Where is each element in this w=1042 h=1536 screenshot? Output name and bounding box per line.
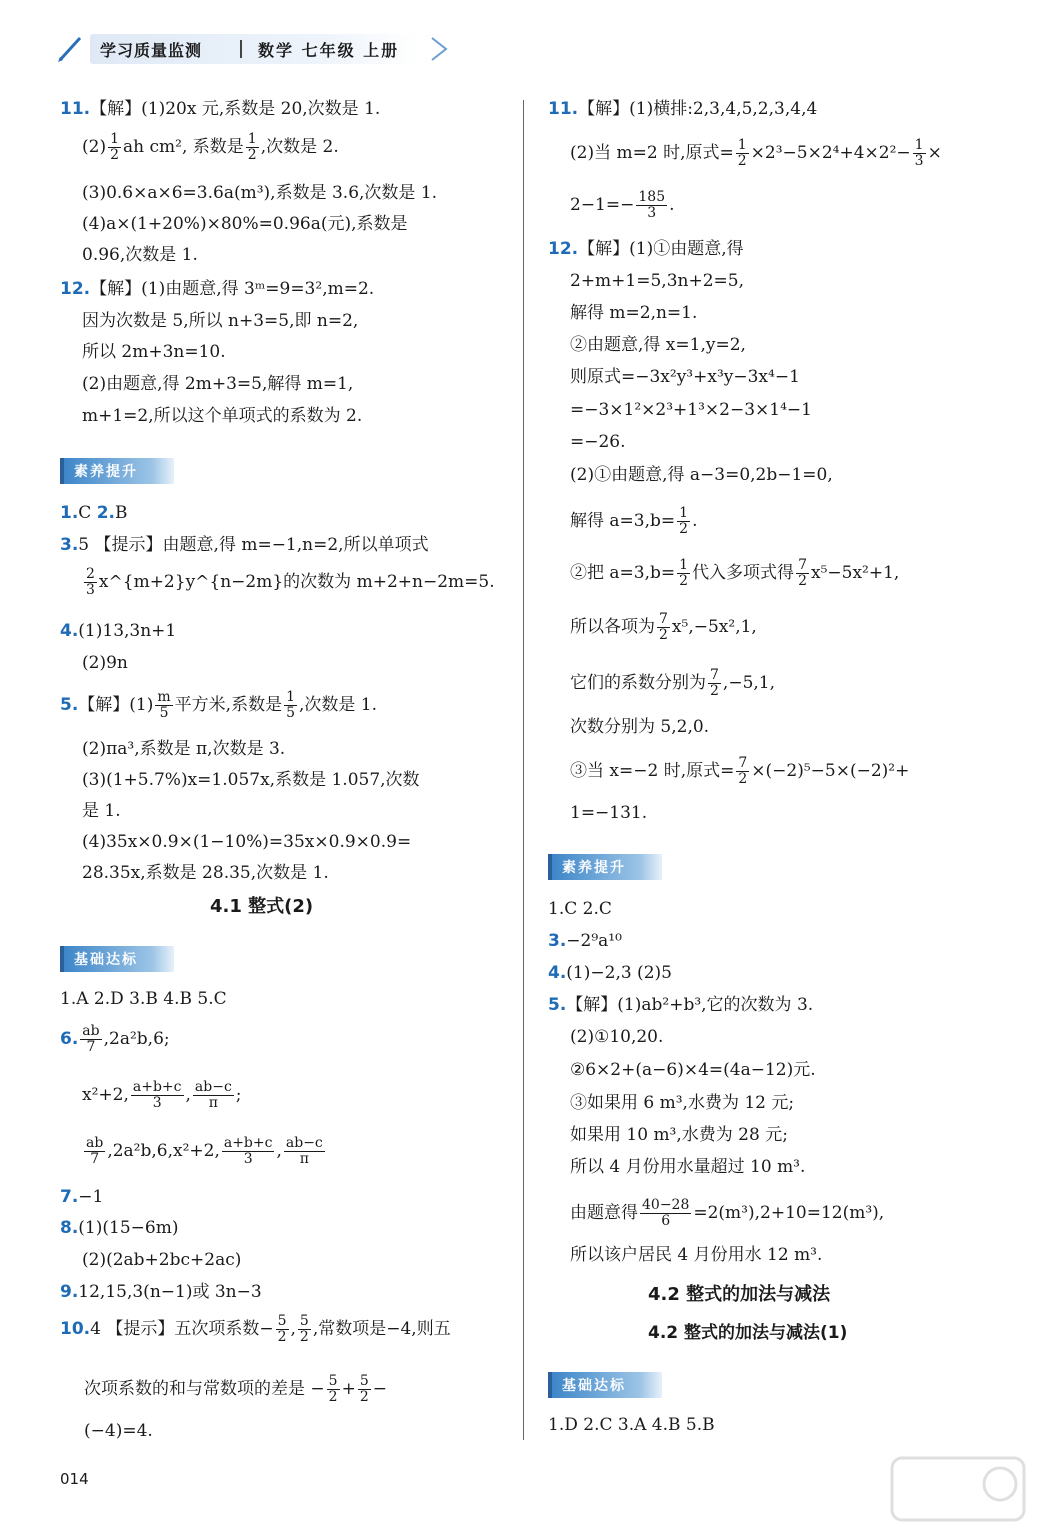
answer-line: (2)(2ab+2bc+2ac) — [82, 1250, 242, 1270]
answer-line: 所以 4 月份用水量超过 10 m³. — [570, 1157, 806, 1177]
answer-line: ②把 a=3,b= $\frac{1}{2}$ 代入多项式得 $\frac{7}{2}$ x⁵−5x²+1, — [570, 557, 900, 589]
answer-line: 6. $\frac{ab}{7}$ ,2a²b,6; — [60, 1023, 170, 1055]
answer-line: 8.(1)(15−6m) — [60, 1218, 179, 1238]
answer-line: ③当 x=−2 时,原式= $\frac{7}{2}$ ×(−2)⁵−5×(−2)²+ — [570, 755, 910, 787]
answer-line: ②由题意,得 x=1,y=2, — [570, 335, 746, 355]
answer-line: 所以各项为 $\frac{7}{2}$ x⁵,−5x²,1, — [570, 611, 757, 643]
section-badge: 基础达标 — [548, 1372, 662, 1398]
answer-line: 1.C 2.B — [60, 503, 128, 523]
answer-line: =−3×1²×2³+1³×2−3×1⁴−1 — [570, 400, 812, 420]
answer-line: 所以该户居民 4 月份用水 12 m³. — [570, 1245, 823, 1265]
section-title: 4.1 整式(2) — [210, 896, 314, 917]
answer-line: $\frac{ab}{7}$ ,2a²b,6,x²+2, $\frac{a+b+c}{3}$ , $\frac{ab-c}{\pi}$ — [86, 1135, 323, 1167]
answer-line: 如果用 10 m³,水费为 28 元; — [570, 1125, 788, 1145]
watermark-logo — [888, 1452, 1028, 1527]
answer-line: ③如果用 6 m³,水费为 12 元; — [570, 1093, 795, 1113]
answer-line: 1.A 2.D 3.B 4.B 5.C — [60, 989, 227, 1009]
answer-line: (3)0.6×a×6=3.6a(m³),系数是 3.6,次数是 1. — [82, 183, 438, 203]
answer-line: =−26. — [570, 432, 626, 452]
answer-line: 1.D 2.C 3.A 4.B 5.B — [548, 1415, 715, 1435]
column-divider — [523, 100, 524, 1440]
answer-line: (2) $\frac{1}{2}$ ah cm², 系数是 $\frac{1}{2}$ ,次数是 2. — [82, 131, 339, 163]
answer-line: 是 1. — [82, 801, 121, 821]
answer-line: 11.【解】(1)20x 元,系数是 20,次数是 1. — [60, 99, 381, 119]
answer-line: 7.−1 — [60, 1187, 104, 1207]
answer-line: ②6×2+(a−6)×4=(4a−12)元. — [570, 1060, 816, 1080]
section-badge: 素养提升 — [60, 458, 174, 484]
answer-line: (2)①10,20. — [570, 1027, 664, 1047]
answer-line: 1=−131. — [570, 803, 648, 823]
answer-line: (2)πa³,系数是 π,次数是 3. — [82, 739, 286, 759]
section-title: 4.2 整式的加法与减法 — [648, 1284, 831, 1305]
answer-line: (−4)=4. — [84, 1421, 153, 1441]
answer-line: 次数分别为 5,2,0. — [570, 717, 710, 737]
answer-line: 12.【解】(1)由题意,得 3ᵐ=9=3²,m=2. — [60, 279, 375, 299]
answer-line: 10.4 【提示】五次项系数− $\frac{5}{2}$ , $\frac{5}{2}$ ,常数项是−4,则五 — [60, 1313, 451, 1345]
answer-line: 因为次数是 5,所以 n+3=5,即 n=2, — [82, 311, 359, 331]
answer-line: 1.C 2.C — [548, 899, 612, 919]
answer-line: 则原式=−3x²y³+x³y−3x⁴−1 — [570, 367, 800, 387]
answer-line: 2−1=− $\frac{185}{3}$ . — [570, 189, 675, 221]
answer-line: (4)a×(1+20%)×80%=0.96a(元),系数是 — [82, 214, 408, 234]
answer-line: x²+2, $\frac{a+b+c}{3}$ , $\frac{ab-c}{\pi}$ ; — [82, 1079, 242, 1111]
answer-line: 12.【解】(1)①由题意,得 — [548, 239, 744, 259]
answer-line: $\frac{2}{3}$ x^{m+2}y^{n−2m}的次数为 m+2+n−2m=5. — [86, 566, 495, 598]
answer-line: m+1=2,所以这个单项式的系数为 2. — [82, 406, 363, 426]
section-badge: 素养提升 — [548, 854, 662, 880]
answer-line: 次项系数的和与常数项的差是 − $\frac{5}{2}$ + $\frac{5}{2}$ − — [84, 1373, 387, 1405]
answer-line: 所以 2m+3n=10. — [82, 342, 226, 362]
answer-line: (4)35x×0.9×(1−10%)=35x×0.9×0.9= — [82, 832, 412, 852]
answer-line: 解得 m=2,n=1. — [570, 303, 698, 323]
answer-line: 28.35x,系数是 28.35,次数是 1. — [82, 863, 329, 883]
answer-line: 3.−2⁹a¹⁰ — [548, 931, 622, 951]
answer-line: 5.【解】(1) $\frac{m}{5}$ 平方米,系数是 $\frac{1}{5}$ ,次数是 1. — [60, 689, 378, 721]
chevron-right-icon — [428, 34, 450, 64]
answer-line: 2+m+1=5,3n+2=5, — [570, 271, 744, 291]
header-brand: 学习质量监测 — [100, 41, 203, 60]
section-badge: 基础达标 — [60, 946, 174, 972]
page-number: 014 — [60, 1470, 89, 1488]
answer-line: (2)由题意,得 2m+3=5,解得 m=1, — [82, 374, 354, 394]
answer-line: (2)9n — [82, 653, 128, 673]
answer-line: (2)当 m=2 时,原式= $\frac{1}{2}$ ×2³−5×2⁴+4×2²− $\frac{1}{3}$ × — [570, 137, 942, 169]
answer-line: (3)(1+5.7%)x=1.057x,系数是 1.057,次数 — [82, 770, 420, 790]
answer-line: 9.12,15,3(n−1)或 3n−3 — [60, 1282, 262, 1302]
answer-line: 3.5 【提示】由题意,得 m=−1,n=2,所以单项式 — [60, 535, 429, 555]
answer-line: 5.【解】(1)ab²+b³,它的次数为 3. — [548, 995, 814, 1015]
answer-line: 4.(1)13,3n+1 — [60, 621, 177, 641]
answer-line: 它们的系数分别为 $\frac{7}{2}$ ,−5,1, — [570, 667, 776, 699]
header-separator — [240, 40, 242, 58]
answer-line: 0.96,次数是 1. — [82, 245, 198, 265]
page-header — [40, 28, 460, 72]
answer-line: 由题意得 $\frac{40-28}{6}$ =2(m³),2+10=12(m³), — [570, 1197, 885, 1229]
pencil-icon — [56, 34, 86, 64]
header-subject: 数学 七年级 上册 — [258, 41, 400, 60]
answer-line: 解得 a=3,b= $\frac{1}{2}$ . — [570, 505, 698, 537]
answer-line: 11.【解】(1)横排:2,3,4,5,2,3,4,4 — [548, 99, 818, 119]
answer-line: 4.(1)−2,3 (2)5 — [548, 963, 672, 983]
answer-line: (2)①由题意,得 a−3=0,2b−1=0, — [570, 465, 833, 485]
section-subtitle: 4.2 整式的加法与减法(1) — [648, 1323, 848, 1343]
